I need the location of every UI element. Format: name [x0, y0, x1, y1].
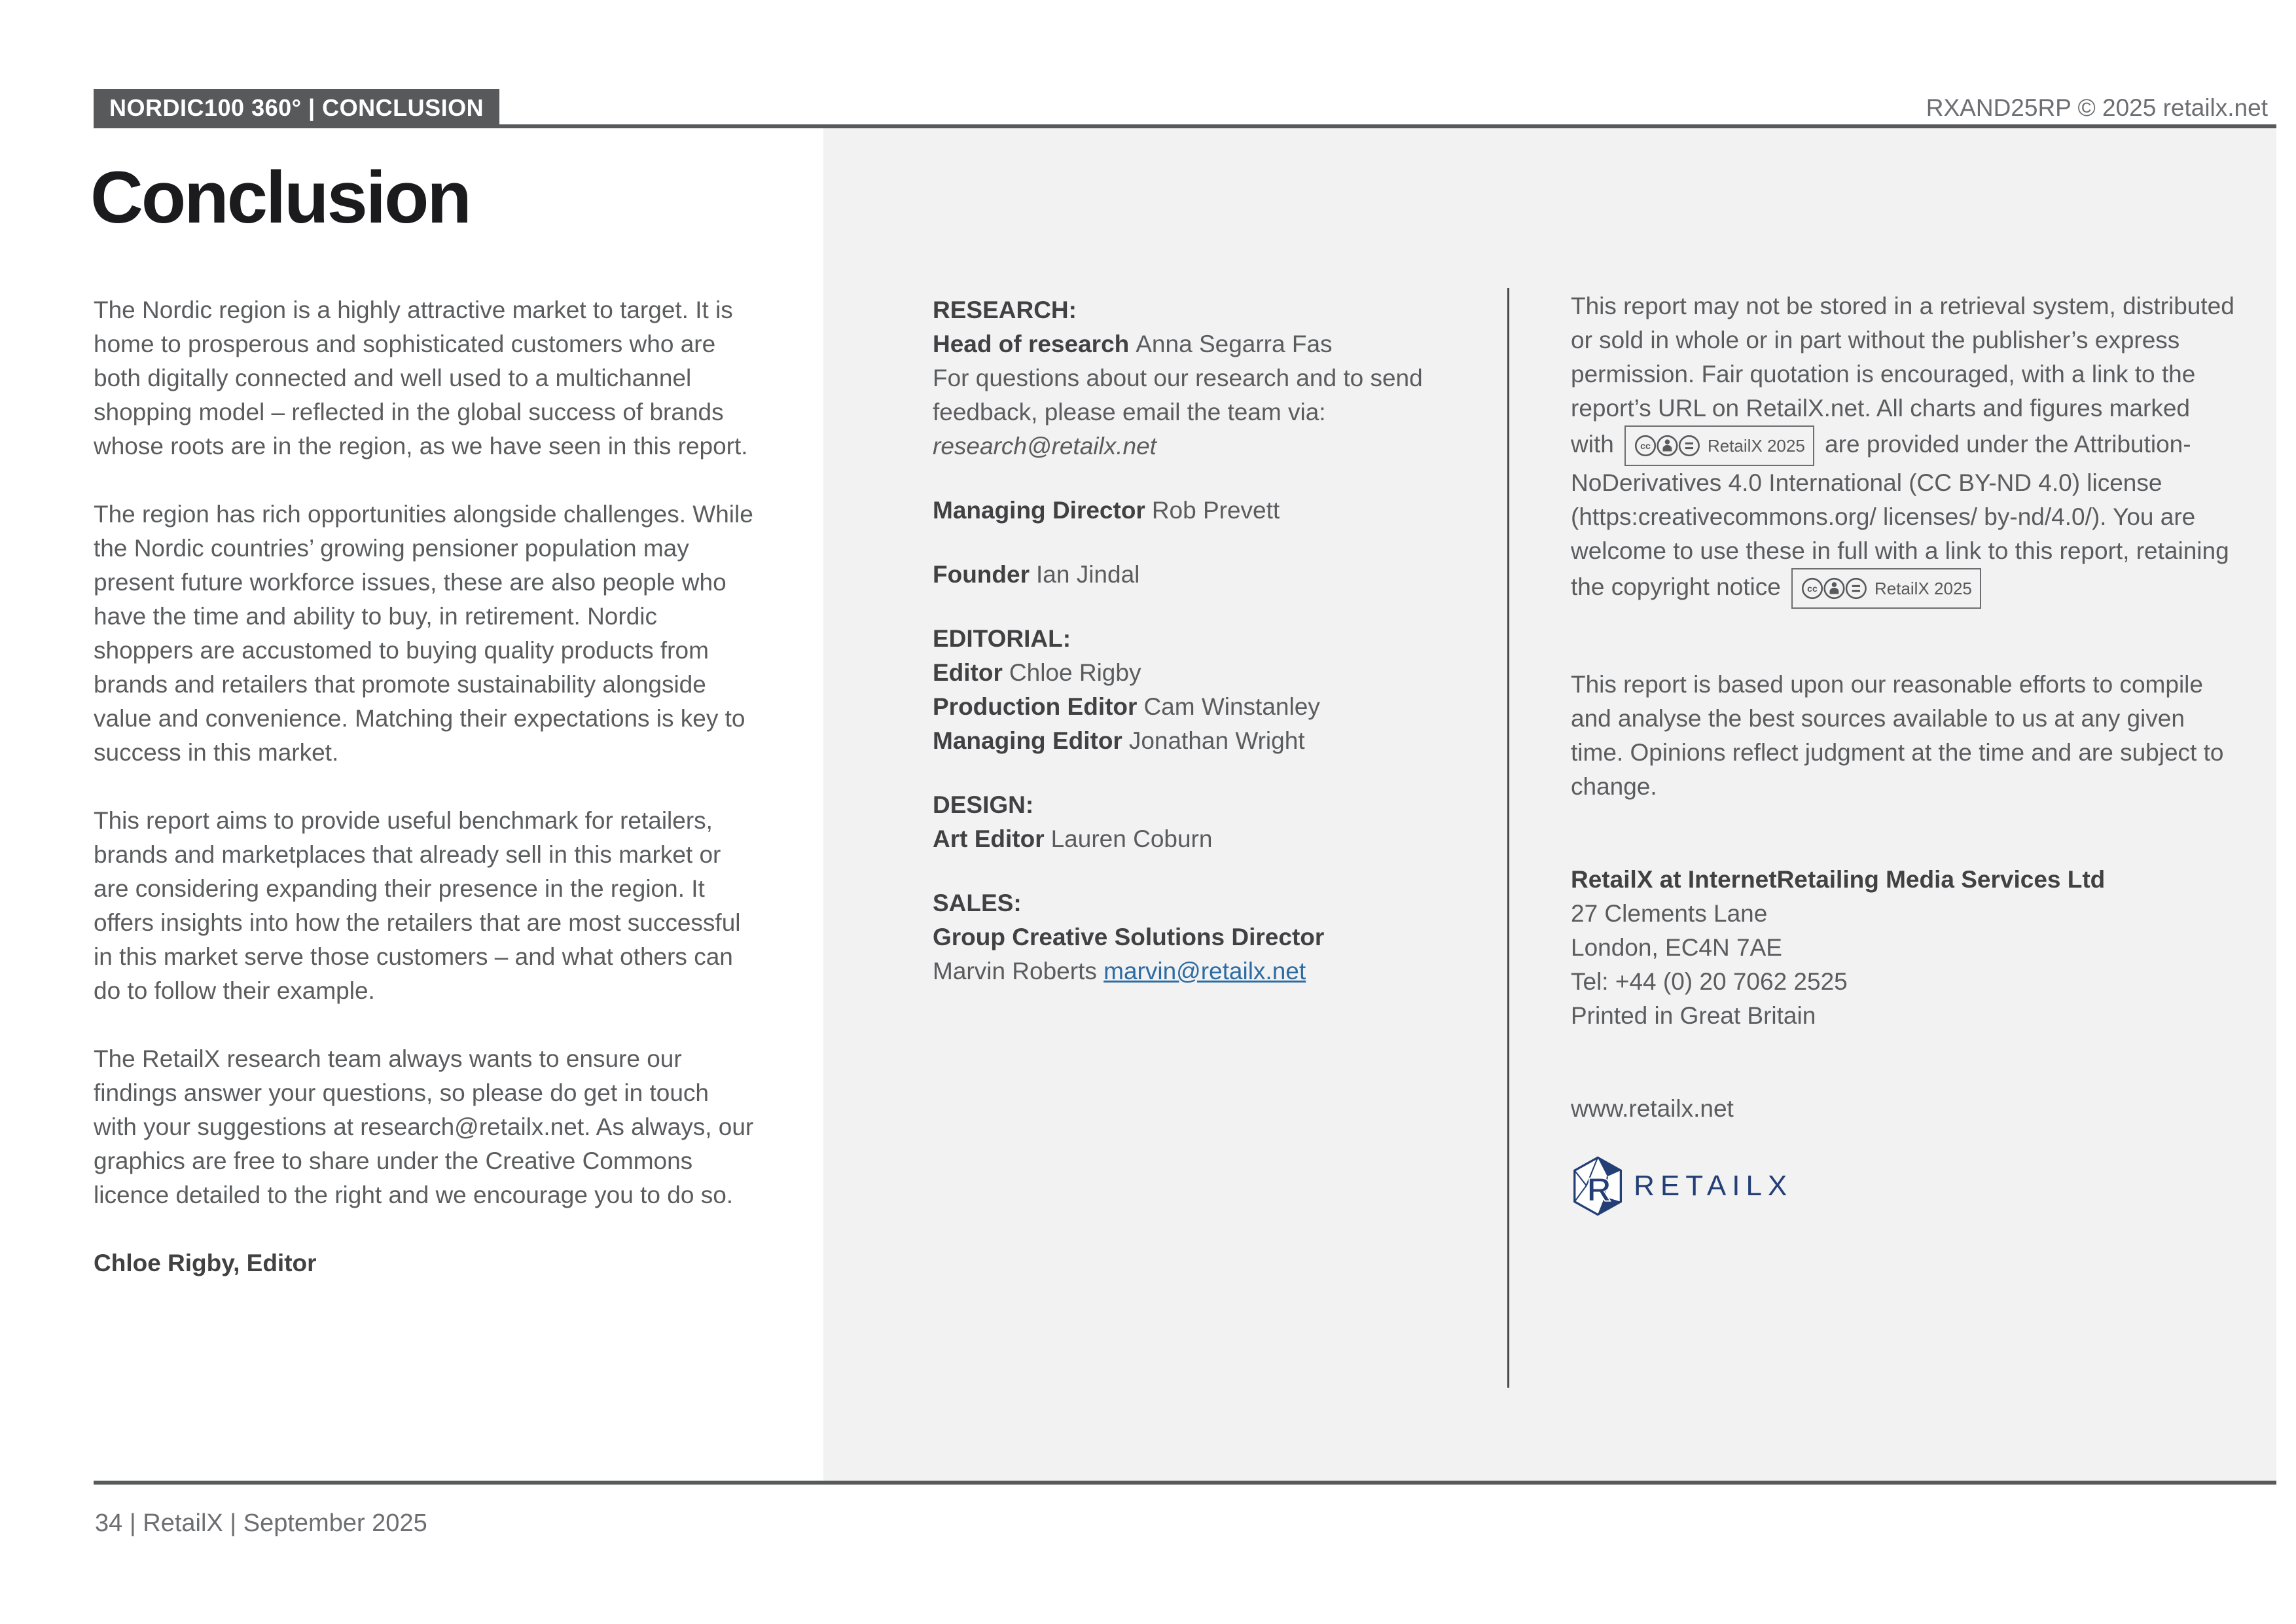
role-value: Rob Prevett — [1151, 497, 1280, 524]
conclusion-body — [94, 293, 758, 1314]
managing-editor-row — [933, 724, 1509, 758]
svg-text:R: R — [1587, 1170, 1611, 1208]
role-label: Art Editor — [933, 825, 1045, 852]
footer-rule — [94, 1481, 2276, 1485]
body-paragraph: The RetailX research team always wants to ensure our findings answer your questions, so please do get in touch with your suggestions at research@retailx.net. As always, our graphics are free to share under the Creative Commons licence detailed to the right and we encourage you to do so. — [94, 1045, 754, 1208]
cc-by-nd-icons — [1634, 434, 1701, 458]
role-label: Managing Editor — [933, 727, 1122, 754]
page-footer: 34 | RetailX | September 2025 — [95, 1509, 427, 1537]
section-badge: NORDIC100 360° | CONCLUSION — [94, 89, 499, 126]
research-note: For questions about our research and to send feedback, please email the team via: — [933, 365, 1423, 425]
editorial-credits — [933, 622, 1509, 758]
body-paragraph: The region has rich opportunities alongside challenges. While the Nordic countries’ growing pensioner population may present future workforce issues, these are also people who have the time and ability to buy, in retirement. Nordic shoppers are accustomed to buying quality products from brands and retailers that promote sustainability alongside value and convenience. Matching their expectations is key to success in this market. — [94, 501, 753, 766]
publisher-name: RetailX at InternetRetailing Media Services Ltd — [1571, 866, 2106, 893]
body-paragraph: The Nordic region is a highly attractive market to target. It is home to prosperous and sophisticated customers who are both digitally connected and well used to a multichannel shopping model – reflected in the global success of brands whose roots are in the region, as we have seen in this report. — [94, 297, 748, 460]
role-label: Managing Director — [933, 497, 1145, 524]
printed-in: Printed in Great Britain — [1571, 1002, 1816, 1029]
design-credits — [933, 788, 1509, 856]
publisher-address — [1571, 863, 2235, 1033]
founder-row — [933, 558, 1509, 592]
cc-license-badge — [1791, 568, 1981, 609]
research-email: research@retailx.net — [933, 433, 1157, 460]
retailx-wordmark: RETAILX — [1634, 1170, 1793, 1202]
editorial-heading: EDITORIAL: — [933, 625, 1071, 652]
disclaimer-paragraph: This report is based upon our reasonable efforts to compile and analyse the best sources available to us at any given time. Opinions reflect judgment at the time and are subject to change. — [1571, 671, 2224, 800]
role-label: Production Editor — [933, 693, 1138, 720]
credits-column — [933, 293, 1509, 1019]
cc-badge-label: RetailX 2025 — [1874, 579, 1972, 598]
column-divider — [1507, 288, 1509, 1388]
role-label: Editor — [933, 659, 1003, 686]
header-copyright: RXAND25RP © 2025 retailx.net — [1926, 94, 2268, 121]
address-line: London, EC4N 7AE — [1571, 934, 1782, 961]
role-value: Jonathan Wright — [1128, 727, 1305, 754]
sales-email-link[interactable]: marvin@retailx.net — [1103, 958, 1306, 984]
license-paragraph — [1571, 289, 2235, 609]
cc-by-nd-icons — [1801, 577, 1868, 600]
publisher-tel: Tel: +44 (0) 20 7062 2525 — [1571, 968, 1848, 995]
page-title: Conclusion — [90, 156, 470, 238]
sales-credits — [933, 886, 1509, 988]
research-credits — [933, 293, 1509, 463]
head-of-research-row — [933, 327, 1509, 361]
publisher-website: www.retailx.net — [1571, 1095, 1734, 1122]
editor-row — [933, 656, 1509, 690]
role-value: Cam Winstanley — [1143, 693, 1320, 720]
sales-contact-name: Marvin Roberts — [933, 958, 1097, 984]
sales-contact-row — [933, 954, 1509, 988]
no-derivatives-icon — [1846, 579, 1866, 598]
retailx-logo-mark — [1571, 1156, 1624, 1216]
body-paragraph: This report aims to provide useful benchmark for retailers, brands and marketplaces that already sell in this market or are considering expanding their presence in the region. It offers insights into how the retailers that are most successful in this market serve those customers – and what others can do to follow their example. — [94, 807, 741, 1004]
cc-badge-label: RetailX 2025 — [1707, 436, 1805, 456]
art-editor-row — [933, 822, 1509, 856]
sales-director-label: Group Creative Solutions Director — [933, 924, 1325, 950]
no-derivatives-icon — [1679, 436, 1699, 456]
editor-signoff: Chloe Rigby, Editor — [94, 1250, 317, 1276]
role-value: Anna Segarra Fas — [1136, 331, 1333, 357]
address-line: 27 Clements Lane — [1571, 900, 1768, 927]
cc-license-badge — [1624, 425, 1814, 466]
design-heading: DESIGN: — [933, 791, 1034, 818]
svg-text:cc: cc — [1640, 441, 1651, 452]
role-value: Chloe Rigby — [1009, 659, 1141, 686]
retailx-logo — [1571, 1156, 2235, 1216]
role-value: Ian Jindal — [1035, 561, 1140, 588]
production-editor-row — [933, 690, 1509, 724]
sales-heading: SALES: — [933, 890, 1022, 916]
license-text: This report may not be stored in a retrieval system, distributed or sold in whole or in part without the publisher’s express permission. Fair quotation is encouraged, with a link to the report’s URL on RetailX.net. All charts and figures marked with — [1571, 293, 2234, 458]
role-value: Lauren Coburn — [1050, 825, 1213, 852]
license-text: are provided under the Attribution-NoDerivatives 4.0 International (CC BY-ND 4.0) license (https:creativecommons.org/ licenses/ by-nd/4.0/). You are welcome to use these in full with a link to this report, retaining the copyright notice — [1571, 430, 2229, 600]
svg-text:cc: cc — [1807, 583, 1818, 594]
research-heading: RESEARCH: — [933, 297, 1077, 323]
role-label: Head of research — [933, 331, 1130, 357]
role-label: Founder — [933, 561, 1030, 588]
legal-column — [1571, 289, 2235, 1216]
managing-director-row — [933, 494, 1509, 528]
